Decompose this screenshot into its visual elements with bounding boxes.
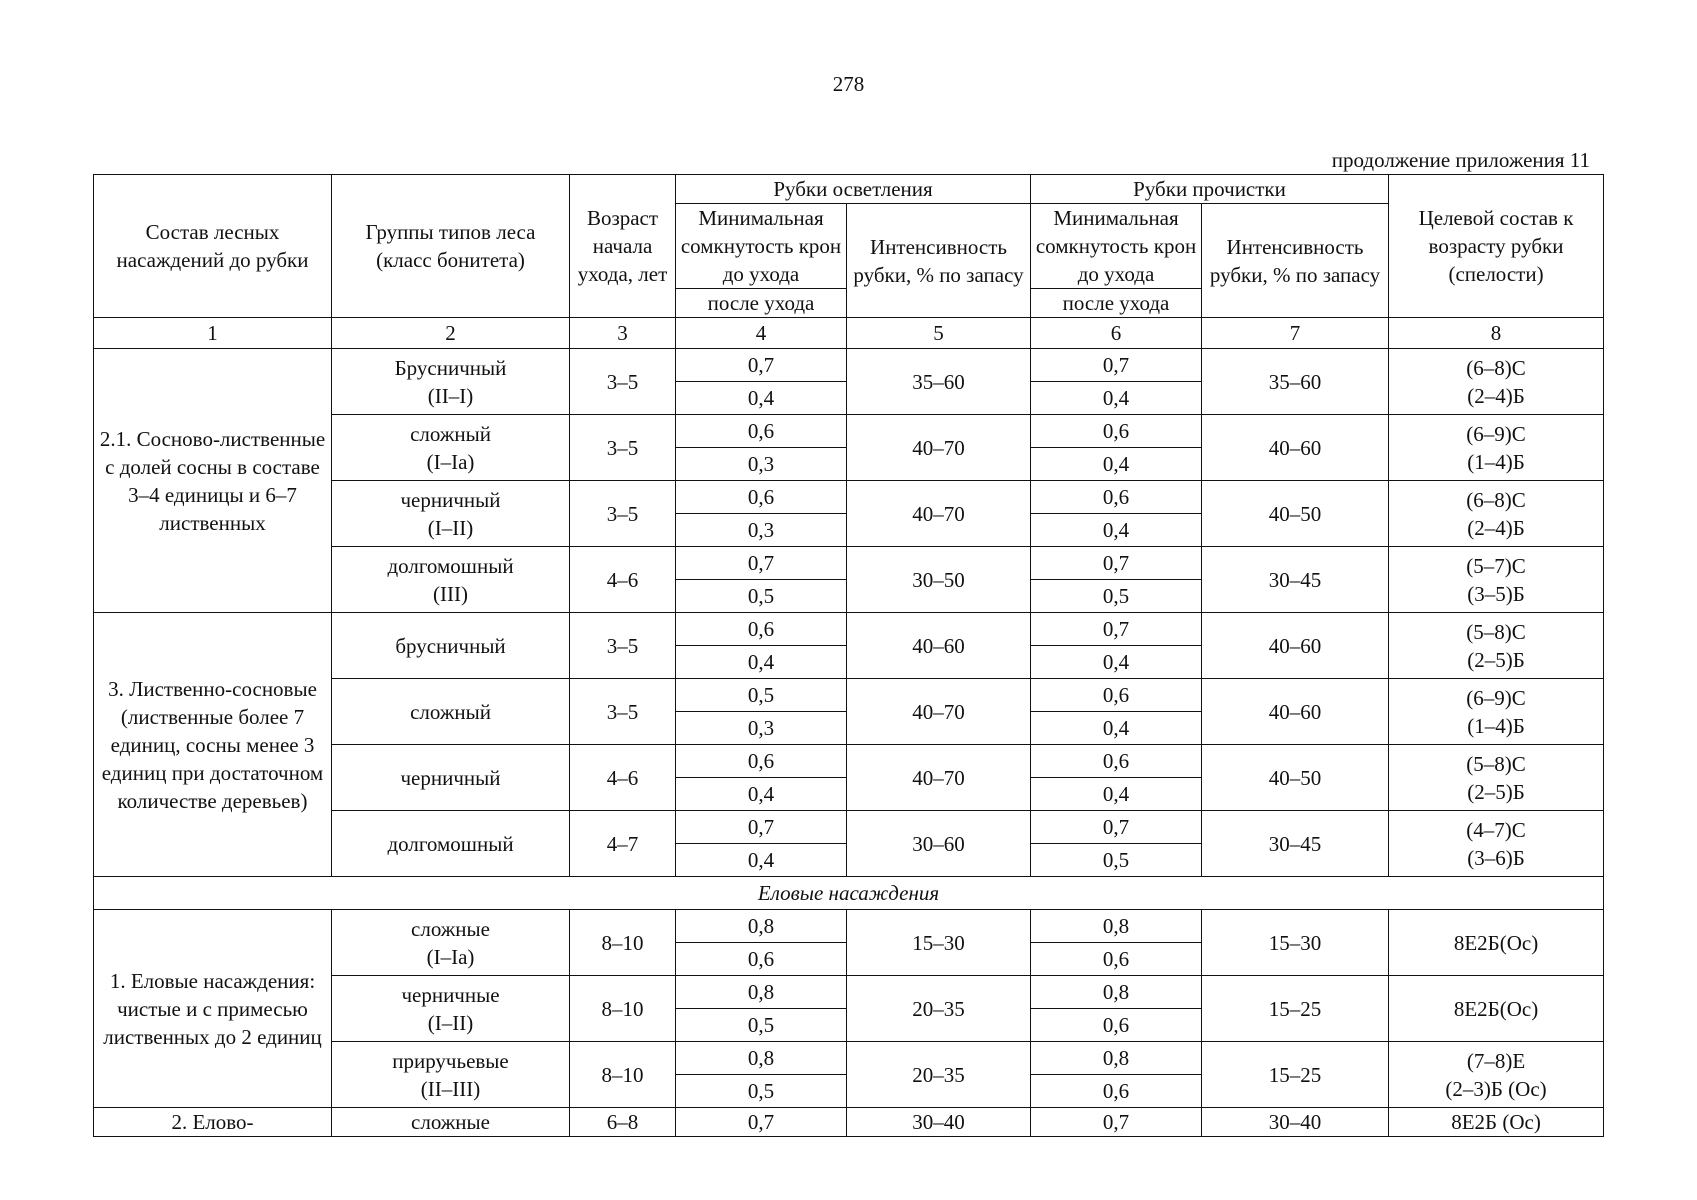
forest-type xyxy=(332,547,570,613)
forest-type: сложный xyxy=(332,679,570,745)
group-name: 2.1. Сосново-лиственные с долей сосны в составе 3–4 единицы и 6–7 лиственных xyxy=(94,349,332,613)
forest-type: долгомошный xyxy=(332,811,570,877)
target-composition-line1: (6–8)С xyxy=(1466,487,1526,512)
intensity-thinning: 30–40 xyxy=(1202,1108,1389,1137)
intensity-light: 40–70 xyxy=(847,745,1031,811)
intensity-light: 40–70 xyxy=(847,415,1031,481)
after-care-thinning: 0,5 xyxy=(1031,844,1202,877)
intensity-thinning: 30–45 xyxy=(1202,811,1389,877)
min-density-thinning: 0,8 xyxy=(1031,1042,1202,1075)
target-composition-line2: (2–5)Б xyxy=(1467,647,1525,672)
target-composition-line1: (6–9)С xyxy=(1466,685,1526,710)
start-age: 6–8 xyxy=(570,1108,676,1137)
column-number: 7 xyxy=(1202,318,1389,349)
intensity-light: 20–35 xyxy=(847,976,1031,1042)
min-density-thinning: 0,7 xyxy=(1031,547,1202,580)
column-number: 1 xyxy=(94,318,332,349)
target-composition xyxy=(1389,415,1604,481)
table-row xyxy=(94,1108,1604,1137)
column-number: 3 xyxy=(570,318,676,349)
forest-type xyxy=(332,1042,570,1108)
forest-type-line1: сложный xyxy=(410,421,491,446)
after-care-light: 0,3 xyxy=(676,448,847,481)
min-density-light: 0,8 xyxy=(676,910,847,943)
intensity-light: 40–70 xyxy=(847,481,1031,547)
forest-type-line2: (I–Ia) xyxy=(426,944,475,969)
target-composition-line1: (6–8)С xyxy=(1466,355,1526,380)
min-density-thinning: 0,6 xyxy=(1031,415,1202,448)
target-composition-line2: (3–5)Б xyxy=(1467,581,1525,606)
group-name: 2. Елово- xyxy=(94,1108,332,1137)
start-age: 8–10 xyxy=(570,910,676,976)
after-care-thinning: 0,4 xyxy=(1031,514,1202,547)
after-care-light: 0,3 xyxy=(676,514,847,547)
header-forest-type: Группы типов леса (класс бонитета) xyxy=(332,175,570,318)
min-density-thinning: 0,6 xyxy=(1031,679,1202,712)
min-density-light: 0,7 xyxy=(676,1108,847,1137)
after-care-thinning: 0,5 xyxy=(1031,580,1202,613)
forest-type: сложные xyxy=(332,1108,570,1137)
target-composition-line2: (2–3)Б (Ос) xyxy=(1445,1076,1547,1101)
column-number: 4 xyxy=(676,318,847,349)
target-composition: 8Е2Б(Ос) xyxy=(1389,976,1604,1042)
intensity-thinning: 15–25 xyxy=(1202,976,1389,1042)
intensity-light: 30–50 xyxy=(847,547,1031,613)
min-density-thinning: 0,7 xyxy=(1031,1108,1202,1137)
intensity-light: 20–35 xyxy=(847,1042,1031,1108)
header-target-composition: Целевой состав к возрасту рубки (спелости) xyxy=(1389,175,1604,318)
intensity-light: 15–30 xyxy=(847,910,1031,976)
column-number: 8 xyxy=(1389,318,1604,349)
start-age: 8–10 xyxy=(570,976,676,1042)
target-composition xyxy=(1389,1042,1604,1108)
header-start-age: Возраст начала ухода, лет xyxy=(570,175,676,318)
start-age: 3–5 xyxy=(570,613,676,679)
continuation-note: продолжение приложения 11 xyxy=(1331,148,1590,172)
forest-type xyxy=(332,349,570,415)
forest-type-line2: (II–III) xyxy=(420,1076,481,1101)
intensity-thinning: 40–60 xyxy=(1202,613,1389,679)
min-density-thinning: 0,8 xyxy=(1031,976,1202,1009)
intensity-thinning: 30–45 xyxy=(1202,547,1389,613)
forest-type xyxy=(332,910,570,976)
intensity-thinning: 40–50 xyxy=(1202,481,1389,547)
forest-type-line1: черничный xyxy=(400,487,501,512)
group-name: 1. Еловые насаждения: чистые и с примесью лиственных до 2 единиц xyxy=(94,910,332,1108)
min-density-light: 0,7 xyxy=(676,349,847,382)
after-care-thinning: 0,4 xyxy=(1031,646,1202,679)
forest-type-line2: (I–II) xyxy=(427,1010,474,1035)
min-density-light: 0,7 xyxy=(676,811,847,844)
after-care-thinning: 0,4 xyxy=(1031,448,1202,481)
forest-type xyxy=(332,976,570,1042)
after-care-light: 0,6 xyxy=(676,943,847,976)
table-row xyxy=(94,613,1604,646)
min-density-thinning: 0,8 xyxy=(1031,910,1202,943)
intensity-light: 40–70 xyxy=(847,679,1031,745)
column-number-row xyxy=(94,318,1604,349)
intensity-thinning: 40–50 xyxy=(1202,745,1389,811)
column-number: 2 xyxy=(332,318,570,349)
header-min-density-1: Минимальная сомкнутость крон до ухода xyxy=(676,204,847,289)
target-composition-line2: (2–4)Б xyxy=(1467,515,1525,540)
header-composition: Состав лесных насаждений до рубки xyxy=(94,175,332,318)
forest-type xyxy=(332,415,570,481)
min-density-light: 0,5 xyxy=(676,679,847,712)
target-composition xyxy=(1389,745,1604,811)
min-density-light: 0,6 xyxy=(676,481,847,514)
target-composition xyxy=(1389,349,1604,415)
after-care-light: 0,4 xyxy=(676,382,847,415)
target-composition-line2: (3–6)Б xyxy=(1467,845,1525,870)
target-composition xyxy=(1389,679,1604,745)
min-density-thinning: 0,7 xyxy=(1031,811,1202,844)
intensity-light: 35–60 xyxy=(847,349,1031,415)
intensity-thinning: 40–60 xyxy=(1202,679,1389,745)
after-care-light: 0,5 xyxy=(676,580,847,613)
after-care-thinning: 0,6 xyxy=(1031,943,1202,976)
intensity-thinning: 40–60 xyxy=(1202,415,1389,481)
target-composition-line2: (2–5)Б xyxy=(1467,779,1525,804)
after-care-light: 0,3 xyxy=(676,712,847,745)
header-after-care-2: после ухода xyxy=(1031,289,1202,318)
intensity-light: 30–40 xyxy=(847,1108,1031,1137)
forest-type-line2: (I–II) xyxy=(427,515,474,540)
start-age: 3–5 xyxy=(570,349,676,415)
table-row xyxy=(94,910,1604,943)
forest-type-line1: приручьевые xyxy=(392,1048,509,1073)
forest-type xyxy=(332,481,570,547)
after-care-light: 0,4 xyxy=(676,778,847,811)
target-composition-line1: (7–8)Е xyxy=(1466,1048,1526,1073)
after-care-thinning: 0,6 xyxy=(1031,1009,1202,1042)
column-number: 6 xyxy=(1031,318,1202,349)
intensity-light: 30–60 xyxy=(847,811,1031,877)
target-composition-line2: (2–4)Б xyxy=(1467,383,1525,408)
after-care-light: 0,5 xyxy=(676,1009,847,1042)
after-care-light: 0,4 xyxy=(676,646,847,679)
forest-type-line1: долгомошный xyxy=(387,553,514,578)
after-care-light: 0,4 xyxy=(676,844,847,877)
forest-type-line2: (I–Ia) xyxy=(426,449,475,474)
after-care-thinning: 0,6 xyxy=(1031,1075,1202,1108)
intensity-thinning: 35–60 xyxy=(1202,349,1389,415)
min-density-light: 0,8 xyxy=(676,1042,847,1075)
min-density-thinning: 0,6 xyxy=(1031,745,1202,778)
min-density-light: 0,6 xyxy=(676,745,847,778)
forest-type-line2: (III) xyxy=(433,581,468,606)
min-density-light: 0,6 xyxy=(676,415,847,448)
target-composition xyxy=(1389,481,1604,547)
target-composition: 8Е2Б (Ос) xyxy=(1389,1108,1604,1137)
target-composition-line1: (4–7)С xyxy=(1466,817,1526,842)
forest-type: черничный xyxy=(332,745,570,811)
section-title: Еловые насаждения xyxy=(94,877,1604,910)
section-row xyxy=(94,877,1604,910)
min-density-light: 0,6 xyxy=(676,613,847,646)
after-care-thinning: 0,4 xyxy=(1031,712,1202,745)
start-age: 4–7 xyxy=(570,811,676,877)
start-age: 3–5 xyxy=(570,481,676,547)
forest-type-line1: Брусничный xyxy=(394,355,507,380)
min-density-light: 0,7 xyxy=(676,547,847,580)
min-density-thinning: 0,6 xyxy=(1031,481,1202,514)
target-composition xyxy=(1389,811,1604,877)
start-age: 3–5 xyxy=(570,679,676,745)
min-density-light: 0,8 xyxy=(676,976,847,1009)
header-intensity-2: Интенсивность рубки, % по запасу xyxy=(1202,204,1389,318)
target-composition xyxy=(1389,613,1604,679)
min-density-thinning: 0,7 xyxy=(1031,613,1202,646)
start-age: 3–5 xyxy=(570,415,676,481)
target-composition: 8Е2Б(Ос) xyxy=(1389,910,1604,976)
header-light-cutting: Рубки осветления xyxy=(676,175,1031,204)
page-number: 278 xyxy=(832,72,865,96)
intensity-thinning: 15–30 xyxy=(1202,910,1389,976)
group-name: 3. Лиственно-сосновые (лиственные более 7 единиц, сосны менее 3 единиц при достаточном количестве деревьев) xyxy=(94,613,332,877)
target-composition-line1: (6–9)С xyxy=(1466,421,1526,446)
column-number: 5 xyxy=(847,318,1031,349)
min-density-thinning: 0,7 xyxy=(1031,349,1202,382)
start-age: 4–6 xyxy=(570,745,676,811)
start-age: 4–6 xyxy=(570,547,676,613)
after-care-thinning: 0,4 xyxy=(1031,778,1202,811)
header-intensity-1: Интенсивность рубки, % по запасу xyxy=(847,204,1031,318)
table-row xyxy=(94,349,1604,382)
forest-type-line1: черничные xyxy=(401,982,500,1007)
after-care-light: 0,5 xyxy=(676,1075,847,1108)
intensity-light: 40–60 xyxy=(847,613,1031,679)
target-composition xyxy=(1389,547,1604,613)
target-composition-line1: (5–7)С xyxy=(1466,553,1526,578)
target-composition-line2: (1–4)Б xyxy=(1467,449,1525,474)
target-composition-line2: (1–4)Б xyxy=(1467,713,1525,738)
target-composition-line1: (5–8)С xyxy=(1466,619,1526,644)
forest-care-table xyxy=(93,174,1604,1137)
header-thinning: Рубки прочистки xyxy=(1031,175,1389,204)
target-composition-line1: (5–8)С xyxy=(1466,751,1526,776)
intensity-thinning: 15–25 xyxy=(1202,1042,1389,1108)
header-after-care-1: после ухода xyxy=(676,289,847,318)
forest-type-line1: сложные xyxy=(411,916,490,941)
forest-type: брусничный xyxy=(332,613,570,679)
start-age: 8–10 xyxy=(570,1042,676,1108)
forest-type-line2: (II–I) xyxy=(427,383,474,408)
header-min-density-2: Минимальная сомкнутость крон до ухода xyxy=(1031,204,1202,289)
after-care-thinning: 0,4 xyxy=(1031,382,1202,415)
